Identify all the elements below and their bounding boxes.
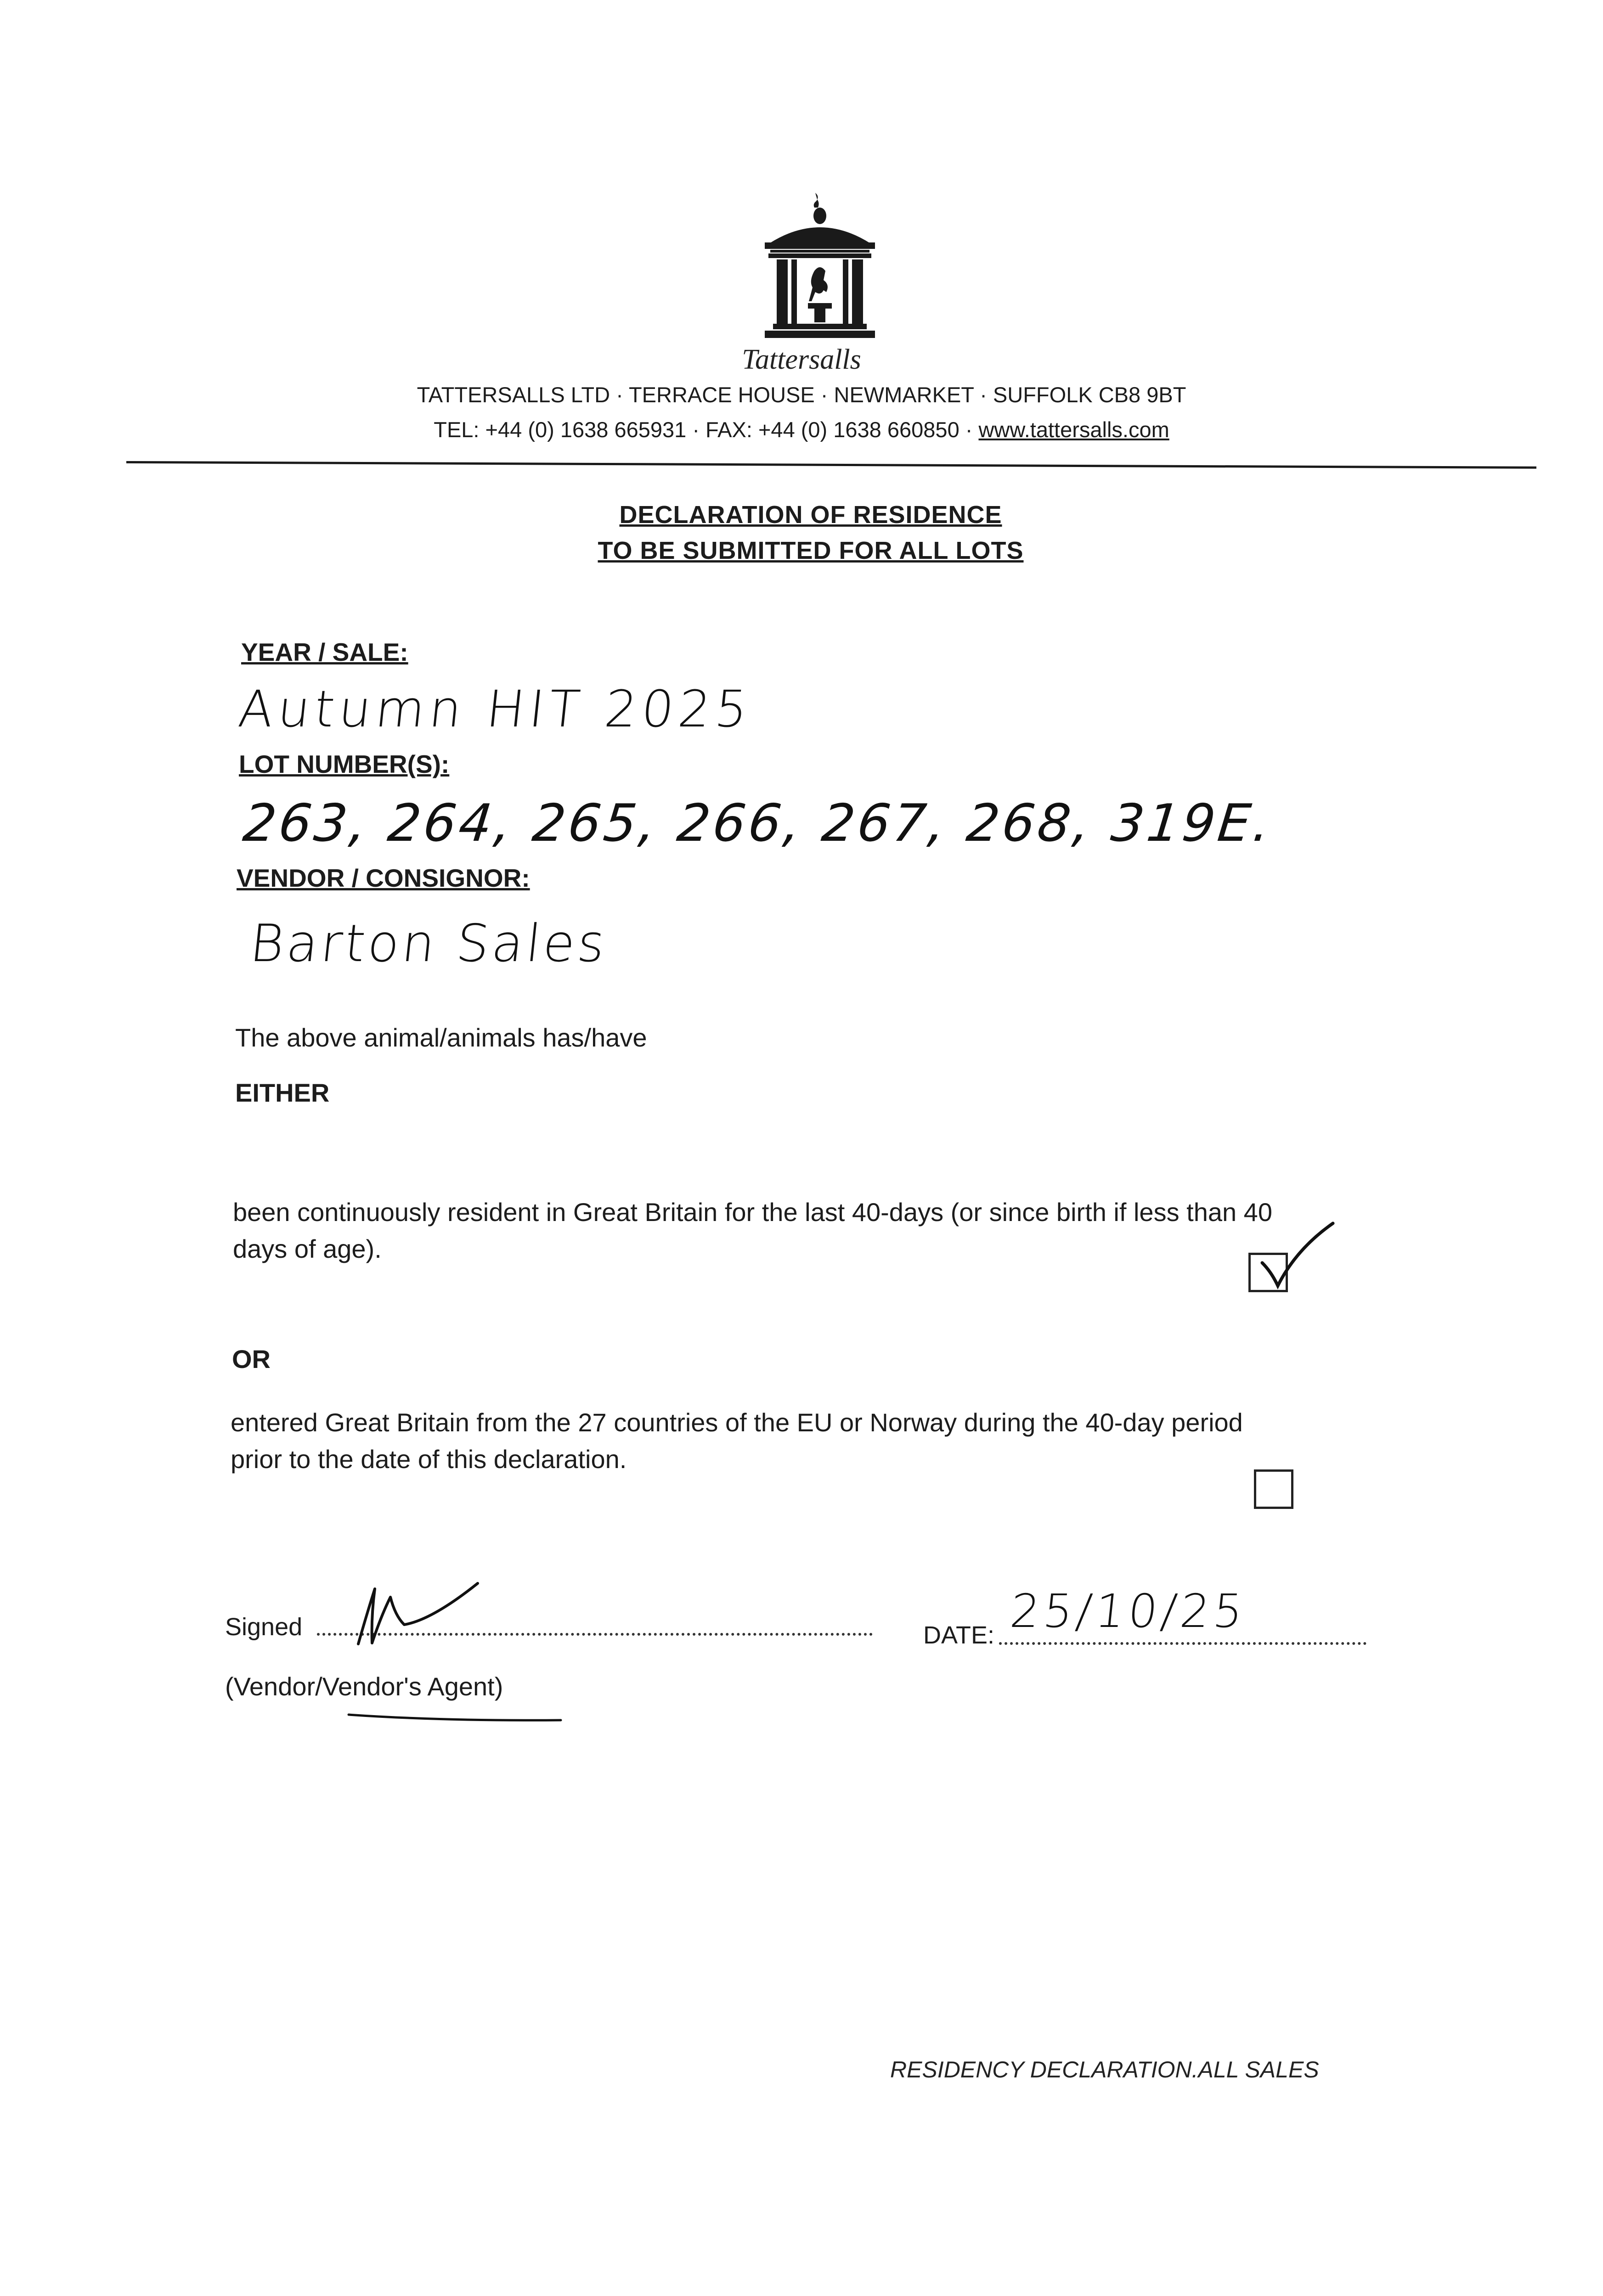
signatory-role: (Vendor/Vendor's Agent) — [225, 1672, 503, 1701]
option2-line1: entered Great Britain from the 27 countries of the EU or Norway during the 40-day period — [231, 1408, 1243, 1437]
role-underline — [347, 1710, 563, 1724]
year-sale-value: Autumn HIT 2025 — [236, 680, 755, 738]
website-link[interactable]: www.tattersalls.com — [978, 417, 1169, 442]
footer-reference: RESIDENCY DECLARATION.ALL SALES — [890, 2057, 1319, 2082]
company-address: TATTERSALLS LTD · TERRACE HOUSE · NEWMARKET · SUFFOLK CB8 9BT — [417, 383, 1186, 407]
signature-mark — [349, 1575, 496, 1653]
document-subtitle: TO BE SUBMITTED FOR ALL LOTS — [598, 537, 1024, 564]
vendor-label: VENDOR / CONSIGNOR: — [237, 864, 530, 892]
year-sale-label: YEAR / SALE: — [241, 638, 408, 666]
vendor-value: Barton Sales — [247, 914, 610, 974]
document-title: DECLARATION OF RESIDENCE — [619, 501, 1002, 529]
header-divider — [126, 461, 1536, 469]
lot-numbers-value: 263, 264, 265, 266, 267, 268, 319E. — [240, 793, 1276, 853]
date-label: DATE: — [923, 1621, 995, 1649]
option2-checkbox[interactable] — [1254, 1469, 1293, 1509]
company-contact — [0, 417, 1603, 442]
option-entered-from-eu — [231, 1404, 1406, 1478]
option1-line1: been continuously resident in Great Britain for the last 40-days (or since birth if less than 40 — [233, 1198, 1272, 1227]
option2-line2: prior to the date of this declaration. — [231, 1445, 627, 1474]
option1-line2: days of age). — [233, 1234, 382, 1263]
tattersalls-logo — [760, 193, 880, 344]
contact-phone-fax: TEL: +44 (0) 1638 665931 · FAX: +44 (0) 1638 660850 · — [434, 417, 979, 442]
company-name: Tattersalls — [742, 344, 861, 375]
either-label: EITHER — [235, 1078, 330, 1107]
date-value: 25/10/25 — [1007, 1584, 1249, 1638]
declaration-intro: The above animal/animals has/have — [235, 1023, 647, 1052]
lot-numbers-label: LOT NUMBER(S): — [239, 750, 450, 778]
or-label: OR — [232, 1345, 271, 1373]
option-continuous-residence — [233, 1194, 1409, 1267]
signed-label: Signed — [225, 1613, 303, 1641]
checkmark-icon — [1248, 1221, 1340, 1295]
